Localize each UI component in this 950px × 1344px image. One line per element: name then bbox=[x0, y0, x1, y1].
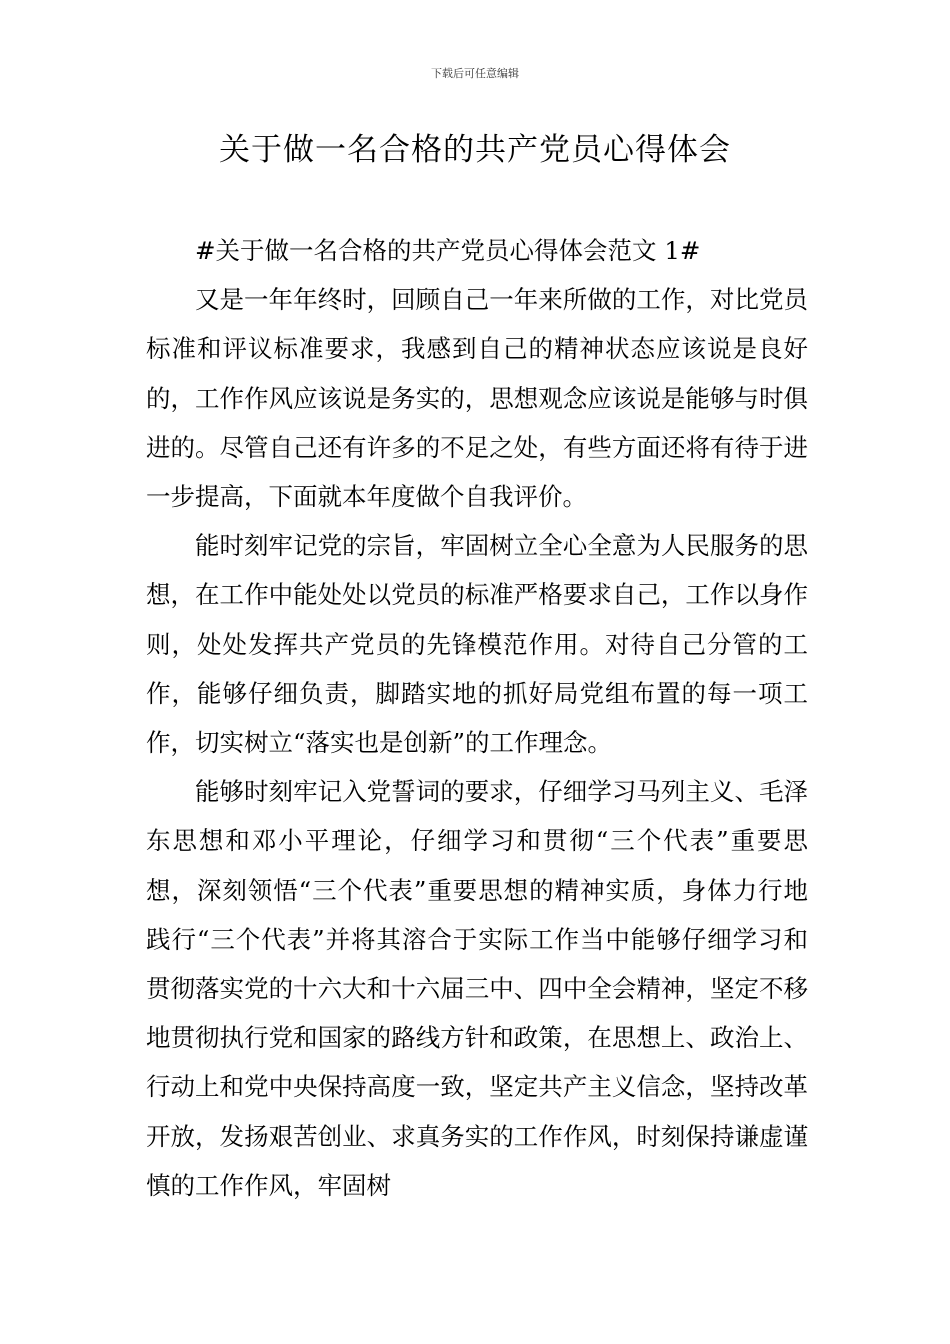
body-paragraph-2: 能时刻牢记党的宗旨，牢固树立全心全意为人民服务的思想，在工作中能处处以党员的标准严格要求自己，工作以身作则，处处发挥共产党员的先锋模范作用。对待自己分管的工作，能够仔细负责，脚踏实地的抓好局党组布置的每一项工作，切实树立“落实也是创新”的工作理念。 bbox=[146, 531, 808, 758]
document-body bbox=[146, 226, 808, 1210]
page-header-note: 下载后可任意编辑 bbox=[431, 67, 519, 80]
document-title: 关于做一名合格的共产党员心得体会 bbox=[219, 132, 731, 168]
body-paragraph-3: 能够时刻牢记入党誓词的要求，仔细学习马列主义、毛泽东思想和邓小平理论，仔细学习和贯彻“三个代表”重要思想，深刻领悟“三个代表”重要思想的精神实质，身体力行地践行“三个代表”并将其溶合于实际工作当中能够仔细学习和贯彻落实党的十六大和十六届三中、四中全会精神，坚定不移地贯彻执行党和国家的路线方针和政策，在思想上、政治上、行动上和党中央保持高度一致，坚定共产主义信念，坚持改革开放，发扬艰苦创业、求真务实的工作作风，时刻保持谦虚谨慎的工作作风，牢固树 bbox=[146, 777, 808, 1200]
section-heading: #关于做一名合格的共产党员心得体会范文 1# bbox=[195, 236, 701, 265]
body-paragraph-1: 又是一年年终时，回顾自己一年来所做的工作，对比党员标准和评议标准要求，我感到自己的精神状态应该说是良好的，工作作风应该说是务实的，思想观念应该说是能够与时俱进的。尽管自己还有许多的不足之处，有些方面还将有待于进一步提高，下面就本年度做个自我评价。 bbox=[146, 285, 808, 512]
